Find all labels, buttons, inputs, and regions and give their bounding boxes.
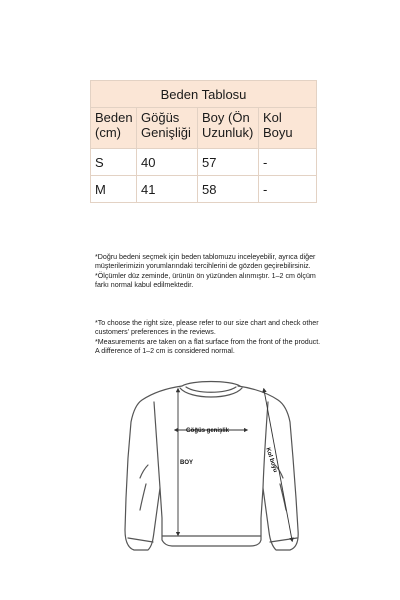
header-sleeve: Kol Boyu (259, 108, 317, 149)
sweatshirt-outline (120, 370, 305, 565)
cell-sleeve: - (259, 149, 317, 176)
cell-chest: 40 (137, 149, 198, 176)
note-paragraph: *Doğru bedeni seçmek için beden tablomuzu inceleyebilir, ayrıca diğer müşterilerimizin yorumlarındaki tercihlerini de gözden geçirebilirsiniz. (95, 253, 316, 271)
cell-size: M (91, 176, 137, 203)
notes-english (95, 319, 325, 357)
table-row (91, 176, 317, 203)
cell-chest: 41 (137, 176, 198, 203)
notes-turkish (95, 253, 325, 291)
cell-length: 57 (198, 149, 259, 176)
header-size: Beden (cm) (91, 108, 137, 149)
table-row (91, 149, 317, 176)
cell-length: 58 (198, 176, 259, 203)
note-paragraph: *To choose the right size, please refer to our size chart and check other customers' preferences in the reviews. (95, 319, 319, 337)
size-table-header-row (91, 108, 317, 149)
note-paragraph: *Measurements are taken on a flat surface from the front of the product. A difference of 1–2 cm is considered normal. (95, 337, 321, 356)
chest-width-label: Göğüs genişlik (186, 428, 230, 434)
cell-size: S (91, 149, 137, 176)
length-label: BOY (180, 460, 194, 466)
sleeve-length-label: Kol boyu (264, 447, 278, 474)
size-table-title: Beden Tablosu (91, 81, 317, 108)
cell-sleeve: - (259, 176, 317, 203)
note-paragraph: *Ölçümler düz zeminde, ürünün ön yüzünden alınmıştır. 1–2 cm ölçüm farkı normal kabul edilmektedir. (95, 271, 316, 290)
header-chest: Göğüs Genişliği (137, 108, 198, 149)
header-length: Boy (Ön Uzunluk) (198, 108, 259, 149)
size-table (90, 80, 317, 203)
size-table-title-row (91, 81, 317, 108)
sweatshirt-diagram (120, 370, 305, 565)
